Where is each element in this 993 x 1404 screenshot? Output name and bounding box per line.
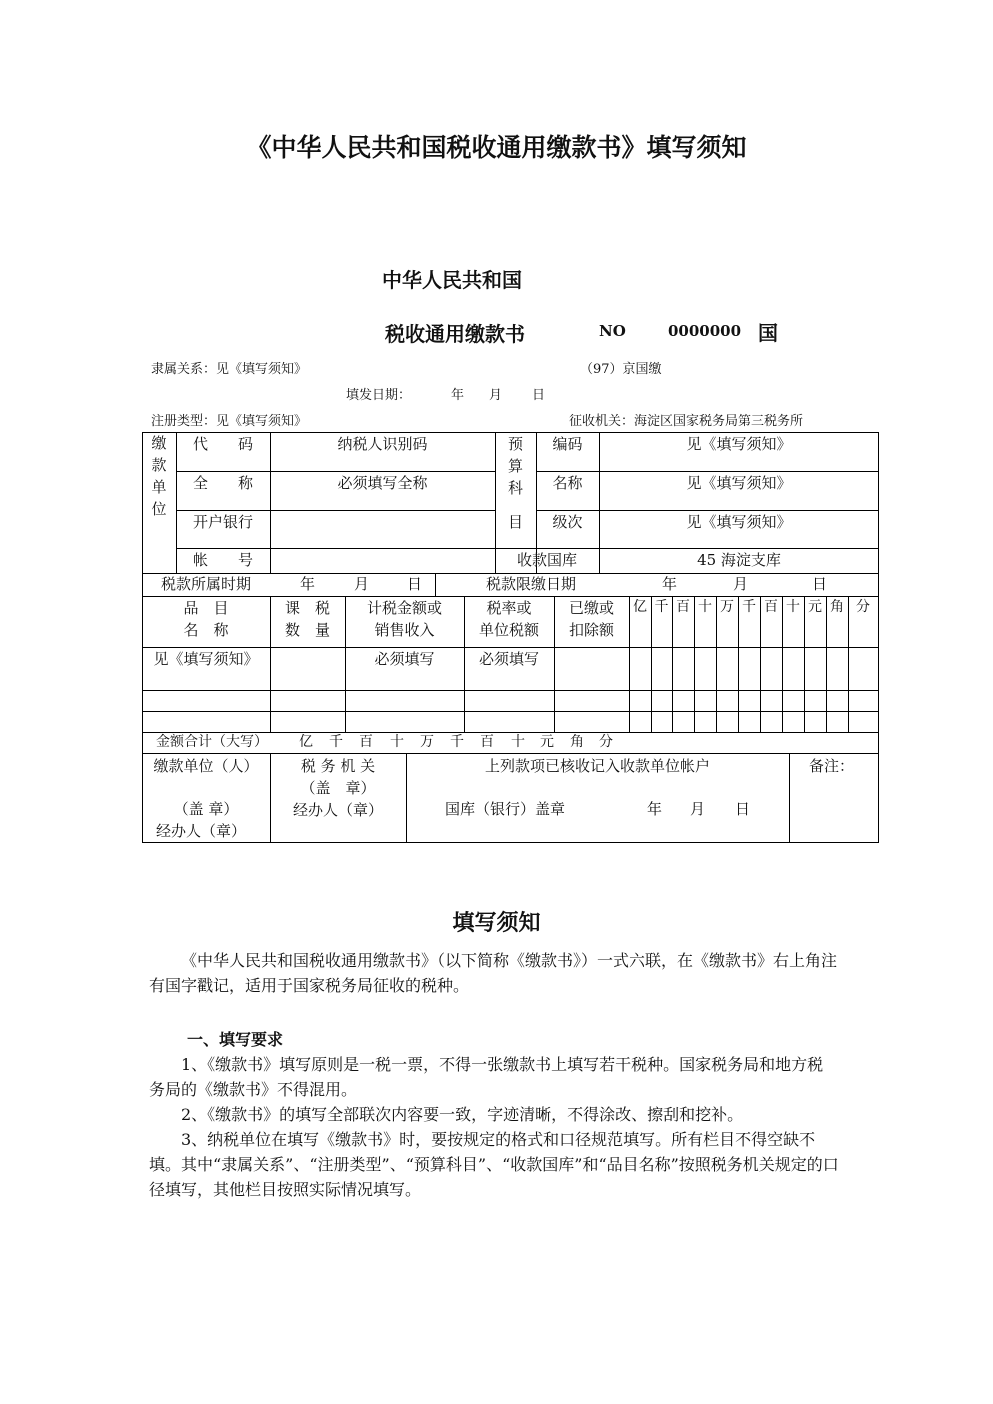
- treasury-value: 45 海淀支库: [697, 551, 781, 569]
- notice-item-2: 2、《缴款书》的填写全部联次内容要一致，字迹清晰，不得涂改、擦刮和挖补。: [181, 1105, 744, 1124]
- total-label: 金额合计（大写）: [156, 734, 268, 750]
- period-label: 税款所属时期: [160, 575, 251, 593]
- period-year: 年: [300, 575, 316, 593]
- paid-col-header-2: 扣除额: [568, 621, 614, 639]
- notice-items: [149, 1052, 839, 1202]
- jici-value: 见《填写须知》: [686, 513, 792, 531]
- total-unit-qian: 千: [329, 734, 343, 750]
- jici-label: 级次: [552, 513, 583, 531]
- treasury-stamp: 国库（银行）盖章: [445, 800, 566, 818]
- notice-intro: [149, 948, 839, 998]
- fill-date-month: 月: [489, 388, 503, 403]
- payer-unit-char-4: 位: [151, 500, 167, 518]
- bank-label: 开户银行: [192, 513, 253, 531]
- row1-amount: 必须填写: [374, 650, 435, 668]
- mingcheng-label: 名称: [552, 474, 583, 492]
- digit-bai-2: 百: [764, 599, 778, 615]
- total-unit-wan: 万: [420, 734, 434, 750]
- total-unit-bai-2: 百: [480, 734, 494, 750]
- bianma-label: 编码: [552, 435, 583, 453]
- office-sign-stamp: （盖 章）: [300, 779, 376, 797]
- digit-yuan: 元: [808, 599, 822, 615]
- qty-col-header-2: 数 量: [284, 621, 330, 639]
- total-unit-yi: 亿: [299, 734, 313, 750]
- fullname-value: 必须填写全称: [337, 474, 428, 492]
- sign-year: 年: [647, 800, 663, 818]
- payer-sign-stamp: （盖 章）: [173, 800, 239, 818]
- total-unit-yuan: 元: [540, 734, 554, 750]
- amount-col-header-2: 销售收入: [374, 621, 435, 639]
- fill-date-day: 日: [532, 388, 546, 403]
- payment-form-table: [142, 432, 879, 842]
- tax-office: 征收机关：海淀区国家税务局第三税务所: [569, 414, 804, 429]
- notice-intro-text: 《中华人民共和国税收通用缴款书》（以下简称《缴款书》）一式六联，在《缴款书》右上角注有国字戳记，适用于国家税务局征收的税种。: [149, 951, 838, 995]
- item-col-header-1: 品 目: [183, 599, 229, 617]
- form-no-label: NO: [599, 322, 626, 340]
- office-sign-title: 税 务 机 关: [300, 757, 376, 775]
- row1-rate: 必须填写: [478, 650, 539, 668]
- paid-col-header-1: 已缴或: [568, 599, 614, 617]
- deadline-day: 日: [812, 575, 828, 593]
- notice-item-3: 3、纳税单位在填写《缴款书》时，要按规定的格式和口径规范填写。所有栏目不得空缺不填。其中“隶属关系”、“注册类型”、“预算科目”、“收款国库”和“品目名称”按照税务机关规定的口径填写，其他栏目按照实际情况填写。: [149, 1130, 839, 1199]
- fill-date-year: 年: [451, 388, 465, 403]
- code-value: 纳税人识别码: [337, 435, 428, 453]
- registration-type: 注册类型：见《填写须知》: [151, 414, 308, 429]
- form-heading-country: 中华人民共和国: [382, 268, 522, 292]
- qty-col-header-1: 课 税: [284, 599, 330, 617]
- digit-fen: 分: [856, 599, 870, 615]
- digit-shi-2: 十: [786, 599, 800, 615]
- code-label: 代 码: [192, 435, 253, 453]
- payer-unit-char-3: 单: [151, 478, 167, 496]
- section-heading: 一、填写要求: [187, 1030, 284, 1049]
- total-unit-jiao: 角: [570, 734, 584, 750]
- amount-col-header-1: 计税金额或: [366, 599, 442, 617]
- total-unit-shi: 十: [390, 734, 404, 750]
- digit-qian-2: 千: [742, 599, 756, 615]
- budget-char-1: 预: [507, 435, 523, 453]
- bianma-value: 见《填写须知》: [686, 435, 792, 453]
- digit-wan: 万: [720, 599, 734, 615]
- budget-char-2: 算: [507, 457, 523, 475]
- remark-label: 备注：: [809, 757, 855, 775]
- treasury-label: 收款国库: [516, 551, 577, 569]
- total-unit-qian-2: 千: [450, 734, 464, 750]
- digit-yi: 亿: [633, 599, 647, 615]
- form-guo-mark: 国: [758, 321, 778, 345]
- payer-sign-title: 缴款单位（人）: [153, 757, 259, 775]
- form-code-97: （97）京国缴: [580, 362, 662, 377]
- payer-unit-char-2: 款: [151, 456, 167, 474]
- row1-item-name: 见《填写须知》: [153, 650, 259, 668]
- form-heading-title: 税收通用缴款书: [385, 322, 525, 346]
- digit-bai: 百: [676, 599, 690, 615]
- total-unit-fen: 分: [599, 734, 613, 750]
- sign-day: 日: [735, 800, 751, 818]
- mingcheng-value: 见《填写须知》: [686, 474, 792, 492]
- period-month: 月: [354, 575, 370, 593]
- total-unit-shi-2: 十: [511, 734, 525, 750]
- rate-col-header-2: 单位税额: [478, 621, 539, 639]
- verify-text: 上列款项已核收记入收款单位帐户: [484, 757, 710, 775]
- affiliation: 隶属关系：见《填写须知》: [151, 362, 308, 377]
- digit-shi: 十: [698, 599, 712, 615]
- office-sign-handler: 经办人（章）: [292, 801, 383, 819]
- fullname-label: 全 称: [192, 474, 253, 492]
- deadline-label: 税款限缴日期: [486, 575, 577, 593]
- payer-sign-handler: 经办人（章）: [155, 822, 246, 840]
- account-label: 帐 号: [192, 551, 253, 569]
- deadline-year: 年: [662, 575, 678, 593]
- sign-month: 月: [690, 800, 706, 818]
- digit-jiao: 角: [830, 599, 844, 615]
- payer-unit-char-1: 缴: [151, 434, 167, 452]
- notice-title: 填写须知: [452, 910, 541, 936]
- rate-col-header-1: 税率或: [486, 599, 532, 617]
- digit-qian: 千: [654, 599, 669, 615]
- notice-item-1: 1、《缴款书》填写原则是一税一票，不得一张缴款书上填写若干税种。国家税务局和地方税务局的《缴款书》不得混用。: [149, 1055, 824, 1099]
- period-day: 日: [407, 575, 423, 593]
- form-no-value: 0000000: [668, 322, 742, 340]
- page-title: 《中华人民共和国税收通用缴款书》填写须知: [246, 133, 747, 162]
- item-col-header-2: 名 称: [183, 621, 229, 639]
- budget-char-4: 目: [507, 513, 523, 531]
- fill-date-label: 填发日期：: [346, 388, 412, 403]
- total-unit-bai: 百: [359, 734, 373, 750]
- budget-char-3: 科: [507, 479, 523, 497]
- deadline-month: 月: [733, 575, 749, 593]
